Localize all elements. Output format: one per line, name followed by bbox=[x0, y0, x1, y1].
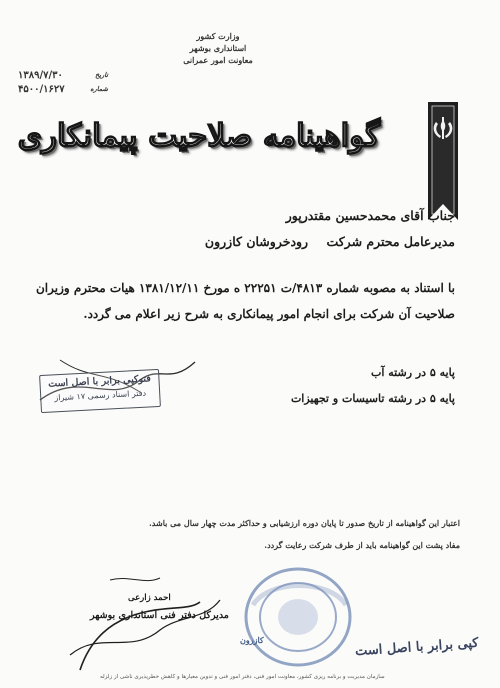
copy-stamp-line2: دفتر اسناد رسمی ۱۷ شیراز bbox=[54, 388, 147, 403]
competence-line: صلاحیت آن شرکت برای انجام امور پیمانکاری به شرح زیر اعلام می گردد. bbox=[83, 307, 455, 321]
validity-note: اعتبار این گواهینامه از تاریخ صدور تا پایان دوره ارزشیابی و حداکثر مدت چهار سال می باشد. bbox=[149, 518, 460, 528]
number-row bbox=[18, 82, 108, 96]
terms-note: مفاد پشت این گواهینامه باید از طرف شرکت رعایت گردد. bbox=[264, 540, 460, 550]
decree-line: با استناد به مصوبه شماره ۴۸۱۳/ت ۲۲۲۵۱ ه مورخ ۱۳۸۱/۱۲/۱۱ هیات محترم وزیران bbox=[35, 281, 455, 295]
recipient-line: جناب آقای محمدحسین مقتدرپور bbox=[285, 208, 455, 223]
position-line bbox=[205, 234, 455, 249]
position-text: مدیرعامل محترم شرکت bbox=[326, 234, 455, 249]
signatory-name: احمد زارعی bbox=[128, 593, 171, 603]
grade-item: پایه ۵ در رشته آب bbox=[371, 366, 455, 379]
seal-caption: کازرون bbox=[240, 635, 264, 645]
date-value: ۱۳۸۹/۷/۳۰ bbox=[18, 69, 63, 81]
certificate-title: گواهینامه صلاحیت پیمانکاری bbox=[17, 118, 380, 154]
letter-meta bbox=[18, 68, 108, 96]
emblem-ribbon-icon bbox=[426, 102, 460, 220]
copy-certified-stamp bbox=[39, 369, 161, 413]
number-label: شماره bbox=[90, 85, 108, 93]
handwritten-copy-note: کپی برابر با اصل است bbox=[354, 635, 479, 660]
ministry-header bbox=[168, 30, 268, 66]
date-row bbox=[18, 68, 108, 82]
grade-item: پایه ۵ در رشته تاسیسات و تجهیزات bbox=[290, 392, 455, 405]
footer-text: سازمان مدیریت و برنامه ریزی کشور، معاونت امور فنی، دفتر امور فنی و تدوین معیارها و کاهش خطرپذیری ناشی از زلزله bbox=[100, 674, 385, 680]
official-seal-icon bbox=[238, 560, 358, 675]
date-label: تاریخ bbox=[95, 71, 108, 79]
signatory-title: مدیرکل دفتر فنی استانداری بوشهر bbox=[90, 610, 229, 621]
copy-stamp-line1: فتوکپی برابر با اصل است bbox=[47, 373, 152, 390]
province-line: استانداری بوشهر bbox=[189, 43, 247, 53]
company-name: رودخروشان کازرون bbox=[204, 234, 309, 249]
ministry-line: وزارت کشور bbox=[196, 31, 240, 41]
deputy-line: معاونت امور عمرانی bbox=[183, 55, 253, 65]
number-value: ۴۵۰۰/۱۶۲۷ bbox=[18, 83, 65, 95]
